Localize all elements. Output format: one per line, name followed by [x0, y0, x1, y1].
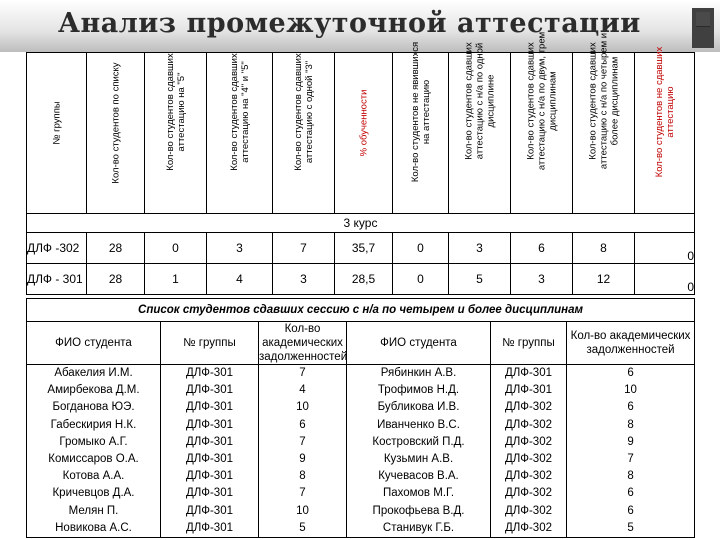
list-item: Новикова А.С.	[55, 521, 132, 534]
cell: 5	[449, 264, 511, 295]
list-item: ДЛФ-301	[186, 418, 233, 431]
left-groups-cell	[161, 365, 259, 538]
list-item: Иванченко В.С.	[377, 418, 460, 431]
list-item: 6	[627, 504, 634, 517]
header-debts: Кол-во академических задолженностей	[259, 323, 348, 363]
col-header-percent: % обученности	[335, 53, 393, 214]
table-row	[27, 264, 695, 295]
list-item: ДЛФ-302	[505, 401, 552, 414]
list-item: ДЛФ-301	[186, 435, 233, 448]
right-debts-cell	[567, 365, 695, 538]
cell: 28	[87, 233, 145, 264]
list-item: ДЛФ-302	[505, 504, 552, 517]
list-item: ДЛФ-302	[505, 487, 552, 500]
list-item: Котова А.А.	[62, 470, 125, 483]
debtors-table	[26, 298, 695, 538]
col-header-na-two-three: Кол-во студентов сдавших аттестацию с н/а по двум, трем дисциплинам	[511, 53, 573, 214]
list-item: Рябинкин А.В.	[380, 367, 457, 379]
list-item: ДЛФ-301	[505, 367, 552, 379]
cell: 7	[273, 233, 335, 264]
list-item: 7	[299, 435, 306, 448]
list-item: Бубликова И.В.	[377, 401, 460, 414]
col-header-one-three: Кол-во студентов сдавших аттестацию с одной "3"	[273, 53, 335, 214]
col-header-group: № группы	[27, 53, 87, 214]
list-item: ДЛФ-301	[186, 504, 233, 517]
list-item: ДЛФ-301	[186, 367, 233, 379]
list-item: 5	[627, 521, 634, 534]
list-item: ДЛФ-301	[186, 470, 233, 483]
cell: 3	[207, 233, 273, 264]
list-item: Абакелия И.М.	[54, 367, 133, 379]
list-item: 6	[627, 367, 634, 379]
cell: 3	[273, 264, 335, 295]
left-debts-cell	[259, 365, 347, 538]
cell: 0	[393, 233, 449, 264]
header-row	[27, 322, 695, 365]
cell: 28	[87, 264, 145, 295]
list-item: ДЛФ-301	[186, 453, 233, 466]
caption-row	[27, 299, 695, 322]
cell: 1	[145, 264, 207, 295]
list-item: Комиссаров О.А.	[48, 453, 139, 466]
list-item: Трофимов Н.Д.	[377, 384, 460, 397]
cell: ДЛФ - 301	[27, 264, 87, 295]
col-header-total: Кол-во студентов по списку	[87, 53, 145, 214]
list-item: ДЛФ-301	[186, 384, 233, 397]
cell: 28,5	[335, 264, 393, 295]
list-item: ДЛФ-302	[505, 453, 552, 466]
list-item: ДЛФ-301	[505, 384, 552, 397]
header-row	[27, 53, 695, 214]
right-names-cell	[347, 365, 491, 538]
course-label: 3 курс	[27, 214, 695, 233]
cell: 0	[145, 233, 207, 264]
list-item: 4	[299, 384, 306, 397]
cell: 0	[393, 264, 449, 295]
list-item: ДЛФ-301	[186, 521, 233, 534]
list-item: Кричевцов Д.А.	[52, 487, 135, 500]
list-item: Прокофьева В.Д.	[372, 504, 465, 517]
cell: 35,7	[335, 233, 393, 264]
header-group-2: № группы	[491, 322, 567, 365]
list-item: 6	[627, 401, 634, 414]
header-group: № группы	[161, 322, 259, 365]
list-item: 8	[627, 418, 634, 431]
list-item: Кучевасов В.А.	[378, 470, 459, 483]
cell: 8	[573, 233, 635, 264]
table-caption: Список студентов сдавших сессию с н/а по четырем и более дисциплинам	[27, 299, 695, 322]
col-header-five: Кол-во студентов сдавших аттестацию на "5"	[145, 53, 207, 214]
cell: ДЛФ -302	[27, 233, 87, 264]
list-item: ДЛФ-302	[505, 418, 552, 431]
col-header-na-four: Кол-во студентов сдавших аттестацию с н/а по четырем и более дисциплинам	[573, 53, 635, 214]
list-item: ДЛФ-301	[186, 487, 233, 500]
table-row	[27, 233, 695, 264]
list-item: Станивук Г.Б.	[382, 521, 455, 534]
list-item: 10	[296, 401, 309, 414]
list-item: 8	[627, 470, 634, 483]
list-item: ДЛФ-302	[505, 435, 552, 448]
list-item: ДЛФ-301	[186, 401, 233, 414]
col-header-failed: Кол-во студентов не сдавших аттестацию	[635, 53, 695, 214]
left-names-cell	[27, 365, 161, 538]
list-item: Кузьмин А.В.	[383, 453, 454, 466]
course-row	[27, 214, 695, 233]
page-title: Анализ промежуточной аттестации	[58, 8, 641, 39]
list-item: Амирбекова Д.М.	[47, 384, 140, 397]
cell: 0	[635, 264, 695, 295]
list-item: 10	[296, 504, 309, 517]
corner-decoration	[692, 8, 714, 48]
list-item: 6	[627, 487, 634, 500]
list-item: Костровский П.Д.	[372, 435, 465, 448]
list-item: 9	[299, 453, 306, 466]
col-header-na-one: Кол-во студентов сдавших аттестацию с н/а по одной дисциплине	[449, 53, 511, 214]
right-groups-cell	[491, 365, 567, 538]
list-item: 7	[299, 487, 306, 500]
list-item: ДЛФ-302	[505, 470, 552, 483]
list-item: Громыко А.Г.	[59, 435, 128, 448]
list-item: 9	[627, 435, 634, 448]
col-header-absent: Кол-во студентов не явившихся на аттестацию	[393, 53, 449, 214]
list-item: 10	[624, 384, 637, 397]
cell: 0	[635, 233, 695, 264]
attestation-summary-table	[26, 31, 695, 295]
list-item: 7	[627, 453, 634, 466]
header-name-2: ФИО студента	[347, 322, 491, 365]
cell: 12	[573, 264, 635, 295]
header-name: ФИО студента	[27, 322, 161, 365]
list-item: Мелян П.	[68, 504, 119, 517]
cell: 6	[511, 233, 573, 264]
list-item: ДЛФ-302	[505, 521, 552, 534]
cell: 3	[511, 264, 573, 295]
list-item: 7	[299, 367, 306, 379]
list-item: Габескирия Н.К.	[50, 418, 137, 431]
cell: 4	[207, 264, 273, 295]
list-item: 6	[299, 418, 306, 431]
list-item: Пахомов М.Г.	[382, 487, 455, 500]
list-item: 8	[299, 470, 306, 483]
student-list-row	[27, 365, 695, 538]
col-header-four-five: Кол-во студентов сдавших аттестацию на "4" и "5"	[207, 53, 273, 214]
cell: 3	[449, 233, 511, 264]
list-item: 5	[299, 521, 306, 534]
header-debts-2: Кол-во академических задолженностей	[567, 322, 695, 365]
list-item: Богданова ЮЭ.	[52, 401, 135, 414]
